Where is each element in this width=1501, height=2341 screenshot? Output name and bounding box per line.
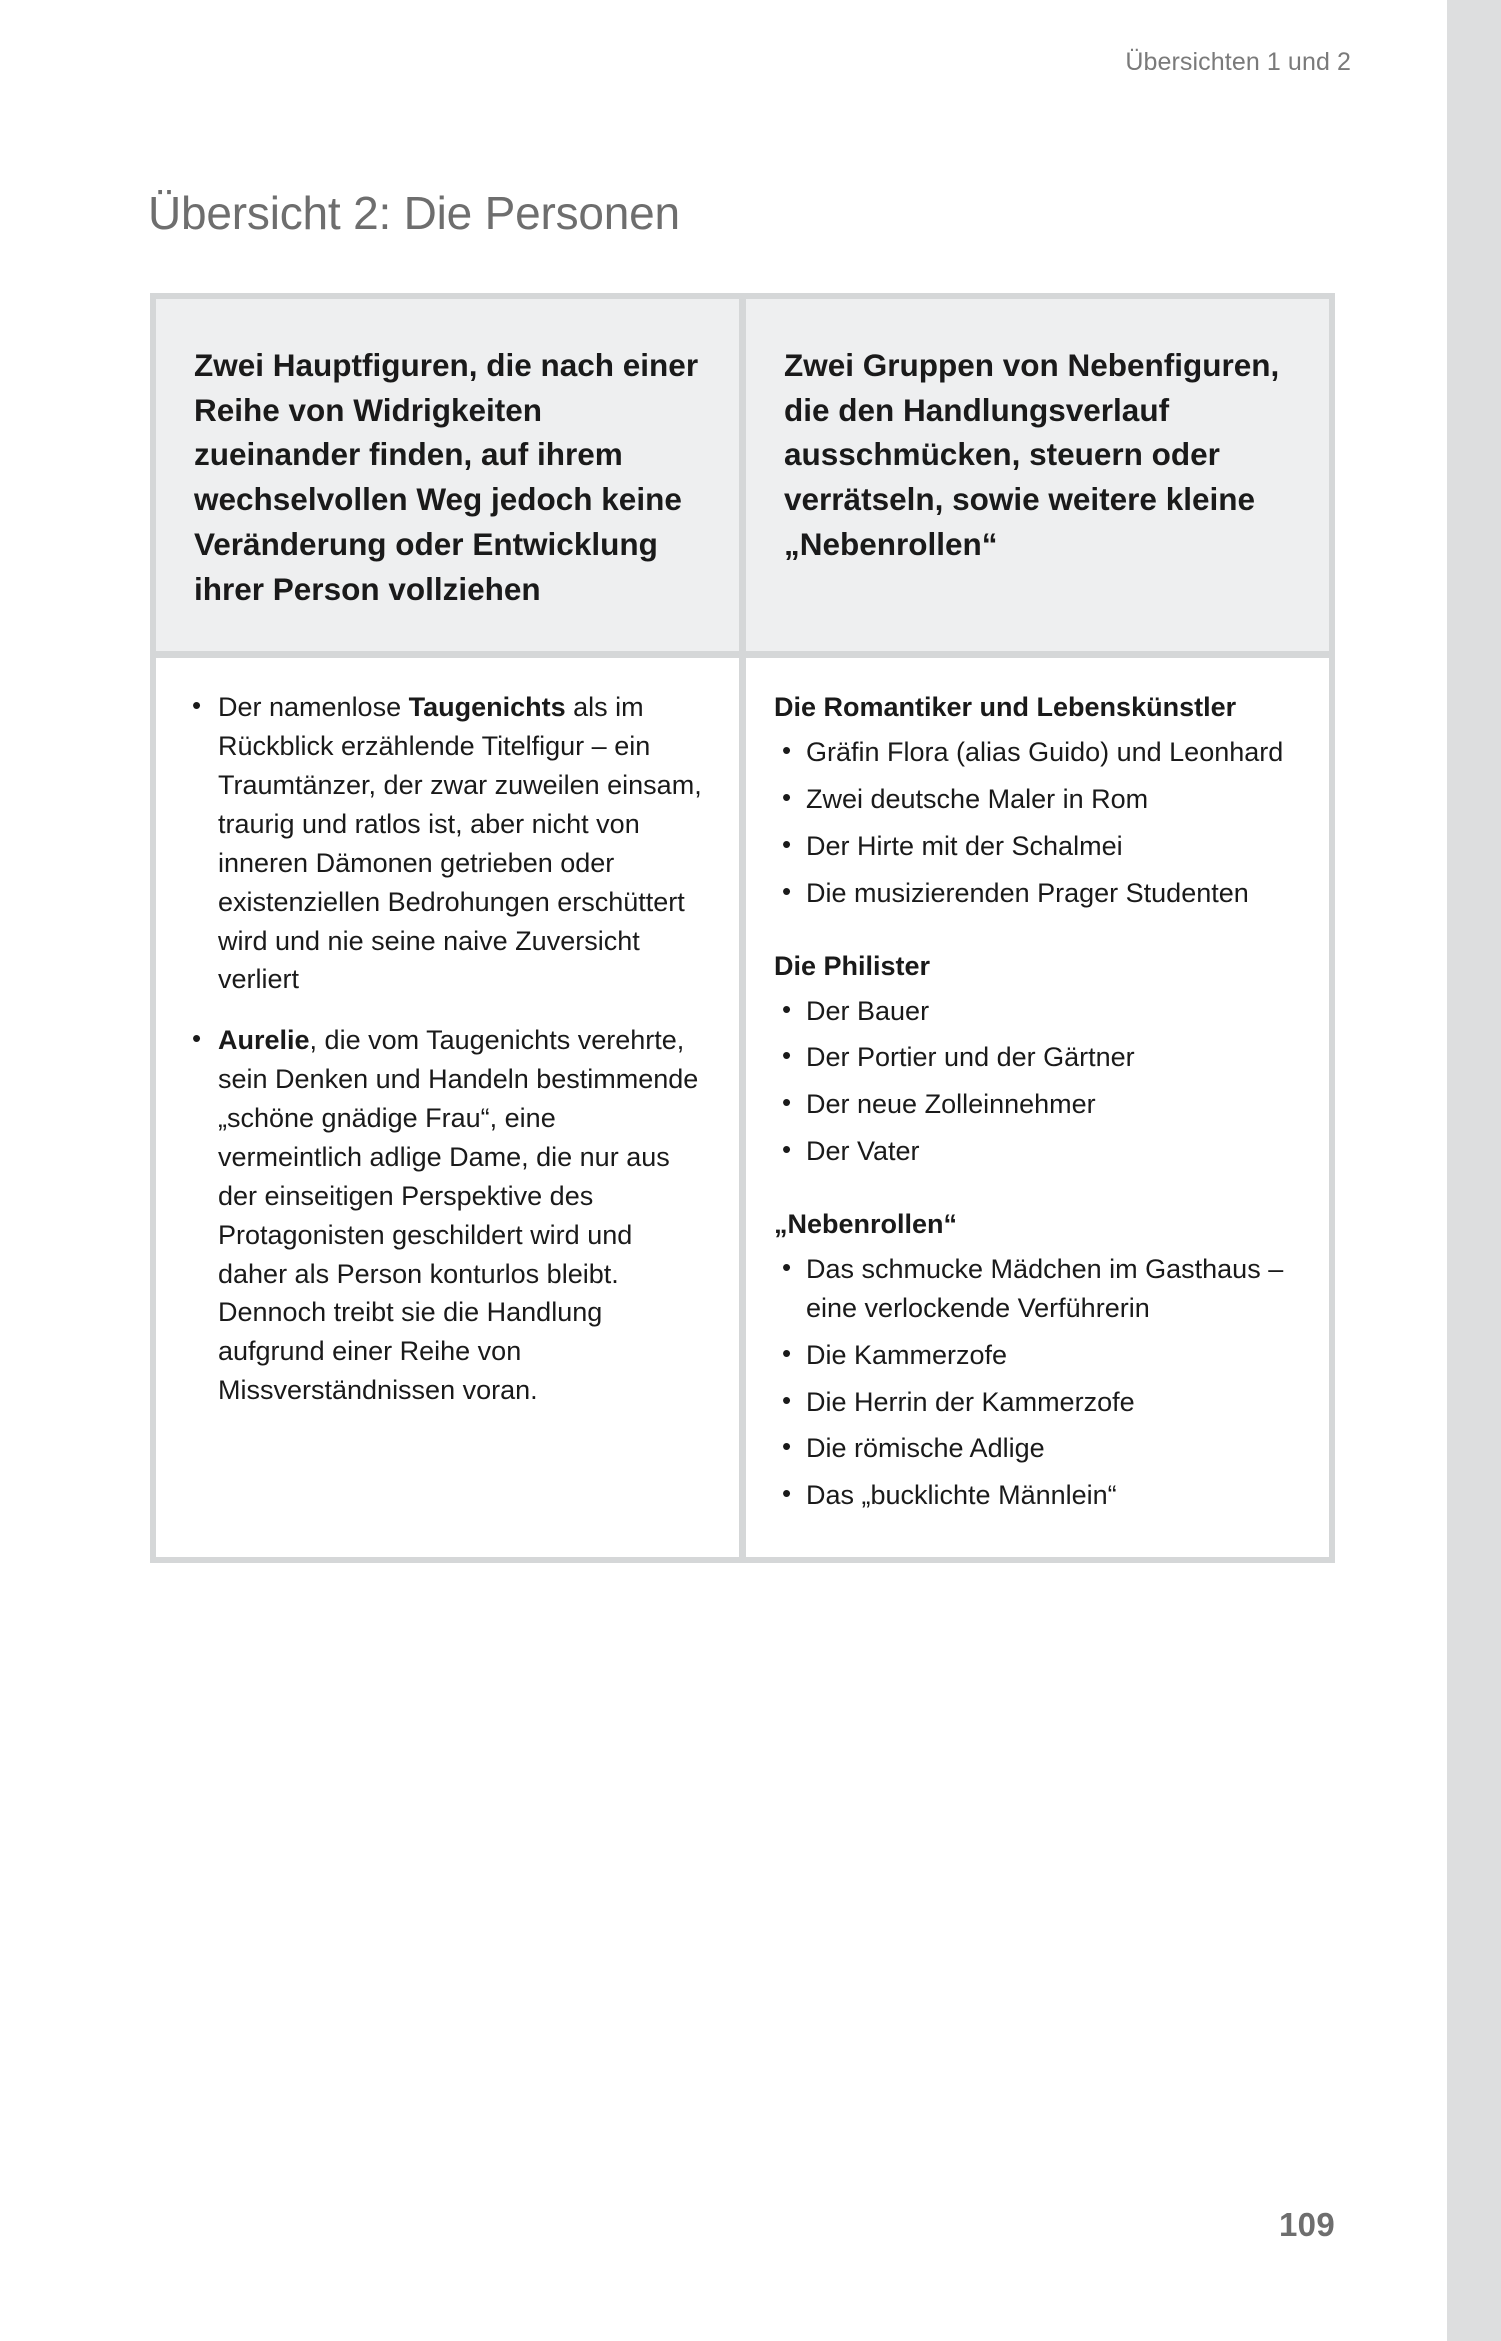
list-item: • Das „bucklichte Männlein“	[774, 1476, 1301, 1515]
bullet-rest-text: als im Rückblick erzählende Titelfigur – ein Traumtänzer, der zwar zuweilen einsam, traurig und ratlos ist, aber nicht von inneren Dämonen getrieben oder existenziellen Bedrohungen erschüttert wird und nie seine naive Zuversicht verliert	[218, 692, 702, 995]
header-cell-main-characters: Zwei Hauptfiguren, die nach einer Reihe von Widrigkeiten zueinander finden, auf ihrem wechselvollen Weg jedoch keine Veränderung oder Entwicklung ihrer Person vollziehen	[156, 299, 739, 651]
bullet-bold-term: Aurelie	[218, 1025, 310, 1056]
list-item: • Der Portier und der Gärtner	[774, 1038, 1301, 1077]
running-head: Übersichten 1 und 2	[1125, 48, 1351, 76]
bullet-bold-term: Taugenichts	[408, 692, 566, 723]
list-item: • Das schmucke Mädchen im Gasthaus – eine verlockende Verführerin	[774, 1250, 1301, 1328]
philister-list	[774, 992, 1301, 1172]
page-edge-strip	[1447, 0, 1501, 2341]
table-body-row	[156, 658, 1329, 1557]
bullet-rest-text: , die vom Taugenichts verehrte, sein Denken und Handeln bestimmende „schöne gnädige Frau“, eine vermeintlich adlige Dame, die nur aus der einseitigen Perspektive des Protagonisten geschildert wird und daher als Person konturlos bleibt. Dennoch treibt sie die Handlung aufgrund einer Reihe von Missverständnissen voran.	[218, 1025, 699, 1406]
list-item: • Der neue Zolleinnehmer	[774, 1085, 1301, 1124]
list-item: • Der Vater	[774, 1132, 1301, 1171]
list-item: • Die musizierenden Prager Studenten	[774, 874, 1301, 913]
group-heading: „Nebenrollen“	[774, 1209, 958, 1240]
bullet-lead-text: Der namenlose	[218, 692, 409, 723]
list-item	[184, 688, 707, 999]
table-header-row	[156, 299, 1329, 651]
group-philister	[774, 947, 1301, 1171]
header-cell-secondary-characters: Zwei Gruppen von Nebenfiguren, die den Handlungsverlauf ausschmücken, steuern oder verrätseln, sowie weitere kleine „Nebenrollen“	[746, 299, 1329, 651]
list-item: • Der Bauer	[774, 992, 1301, 1031]
overview-table	[150, 293, 1335, 1563]
page-title: Übersicht 2: Die Personen	[148, 186, 680, 239]
nebenrollen-list	[774, 1250, 1301, 1515]
group-romantiker	[774, 688, 1301, 912]
body-cell-main-characters	[156, 658, 739, 1557]
group-heading: Die Philister	[774, 950, 931, 981]
list-item: • Die römische Adlige	[774, 1429, 1301, 1468]
list-item: • Der Hirte mit der Schalmei	[774, 827, 1301, 866]
list-item: • Die Kammerzofe	[774, 1336, 1301, 1375]
body-cell-secondary-characters	[746, 658, 1329, 1557]
main-characters-list	[184, 688, 707, 1410]
group-heading: Die Romantiker und Lebenskünstler	[774, 692, 1237, 723]
list-item: • Die Herrin der Kammerzofe	[774, 1383, 1301, 1422]
group-nebenrollen	[774, 1205, 1301, 1515]
list-item	[184, 1021, 707, 1410]
list-item: • Zwei deutsche Maler in Rom	[774, 780, 1301, 819]
page-number: 109	[1279, 2206, 1335, 2243]
romantiker-list	[774, 733, 1301, 913]
list-item: • Gräfin Flora (alias Guido) und Leonhard	[774, 733, 1301, 772]
